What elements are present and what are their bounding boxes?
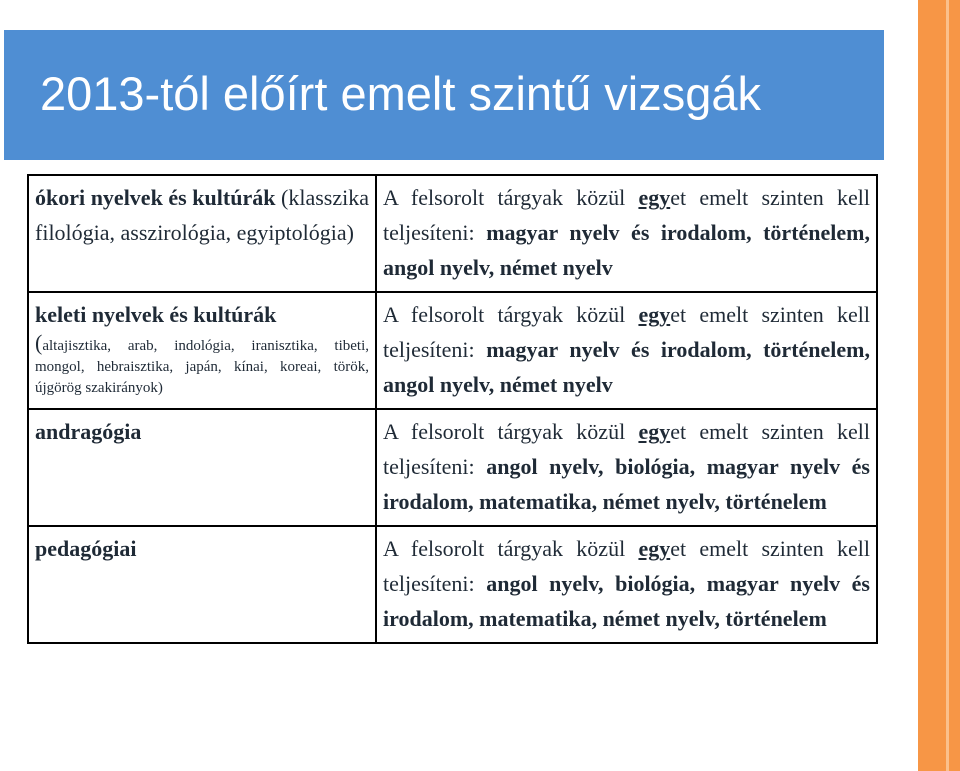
program-title: andragógia <box>35 419 142 444</box>
program-detail-block <box>35 332 369 399</box>
table-row <box>28 409 877 526</box>
program-cell <box>28 526 376 643</box>
table-row <box>28 175 877 292</box>
requirement-intro-cont: et emelt szinten kell teljesíteni: <box>383 536 870 596</box>
program-cell <box>28 409 376 526</box>
program-title: keleti nyelvek és kultúrák <box>35 302 277 327</box>
requirement-cell <box>376 292 877 409</box>
requirement-intro-cont: et emelt szinten kell teljesíteni: <box>383 302 870 362</box>
program-detail: altajisztika, arab, indológia, iranisztika, tibeti, mongol, hebraisztika, japán, kínai, koreai, török, újgörög szakirányok) <box>35 338 369 396</box>
requirement-intro: A felsorolt tárgyak közül <box>383 302 639 327</box>
requirement-subjects: magyar nyelv és irodalom, történelem, angol nyelv, német nyelv <box>383 337 870 397</box>
requirement-subjects: angol nyelv, biológia, magyar nyelv és irodalom, matematika, német nyelv, történelem <box>383 454 870 514</box>
requirement-intro: A felsorolt tárgyak közül <box>383 419 639 444</box>
program-cell <box>28 292 376 409</box>
requirements-table <box>27 174 878 644</box>
requirement-emphasis: egy <box>638 536 671 561</box>
requirement-cell <box>376 409 877 526</box>
right-accent-stripe <box>918 0 960 771</box>
requirement-cell <box>376 175 877 292</box>
requirement-intro-cont: et emelt szinten kell teljesíteni: <box>383 419 870 479</box>
program-title: pedagógiai <box>35 536 137 561</box>
table-row <box>28 292 877 409</box>
requirement-subjects: angol nyelv, biológia, magyar nyelv és irodalom, matematika, német nyelv, történelem <box>383 571 870 631</box>
table-row <box>28 526 877 643</box>
requirement-intro: A felsorolt tárgyak közül <box>383 185 639 210</box>
requirement-intro-cont: et emelt szinten kell teljesíteni: <box>383 185 870 245</box>
program-detail-paren: ( <box>35 330 43 355</box>
requirement-subjects: magyar nyelv és irodalom, történelem, angol nyelv, német nyelv <box>383 220 870 280</box>
requirement-intro: A felsorolt tárgyak közül <box>383 536 639 561</box>
requirement-emphasis: egy <box>638 302 671 327</box>
slide-title: 2013-tól előírt emelt szintű vizsgák <box>40 67 761 120</box>
requirement-emphasis: egy <box>638 185 671 210</box>
requirement-cell <box>376 526 877 643</box>
program-cell <box>28 175 376 292</box>
requirement-emphasis: egy <box>638 419 671 444</box>
program-title: ókori nyelvek és kultúrák <box>35 185 276 210</box>
right-accent-stripe-highlight <box>946 0 949 771</box>
program-detail: (klasszika filológia, asszirológia, egyiptológia) <box>35 185 370 245</box>
